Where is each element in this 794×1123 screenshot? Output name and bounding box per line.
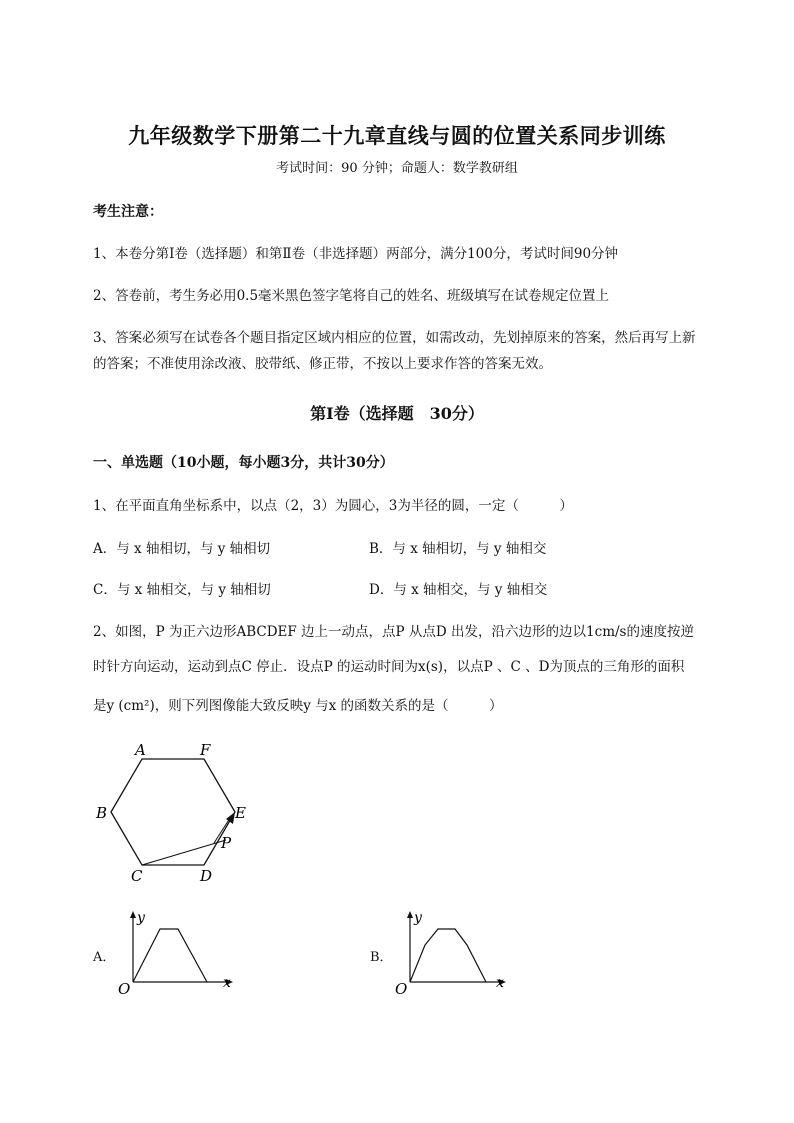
graph-b-x-label: x (496, 975, 504, 991)
graph-b-y-arrow (407, 911, 413, 918)
label-b: B (96, 804, 108, 822)
graph-a-option-label: A． (93, 950, 116, 965)
question-1-option-c: C．与 x 轴相交，与 y 轴相切 (93, 582, 271, 598)
question-1-option-d: D．与 x 轴相交，与 y 轴相交 (369, 582, 548, 598)
question-2-line-2: 时针方向运动，运动到点C 停止．设点P 的运动时间为x(s)，以点P 、C 、D为顶点的三角形的面积 (93, 659, 685, 675)
notice-item-1: 1、本卷分第Ⅰ卷（选择题）和第Ⅱ卷（非选择题）两部分，满分100分，考试时间90分钟 (93, 246, 619, 262)
notice-item-3: 3、答案必须写在试卷各个题目指定区域内相应的位置，如需改动，先划掉原来的答案，然后再写上新 (93, 330, 696, 346)
label-a: A (135, 741, 146, 759)
label-d: D (200, 867, 213, 885)
question-1-option-a: A．与 x 轴相切，与 y 轴相切 (93, 541, 271, 557)
question-1-option-b: B．与 x 轴相切，与 y 轴相交 (369, 541, 547, 557)
exam-info: 考试时间：90 分钟；命题人：数学教研组 (276, 161, 518, 176)
notice-item-3-continued: 的答案；不准使用涂改液、胶带纸、修正带，不按以上要求作答的答案无效。 (93, 356, 552, 372)
notice-heading: 考生注意： (93, 204, 163, 220)
graph-b-curve (410, 929, 486, 982)
graph-a-x-label: x (223, 975, 231, 991)
graph-a-curve (133, 929, 207, 982)
notice-item-2: 2、答卷前，考生务必用0.5毫米黑色签字笔将自己的姓名、班级填写在试卷规定位置上 (93, 288, 610, 304)
page-title: 九年级数学下册第二十九章直线与圆的位置关系同步训练 (128, 123, 666, 148)
question-2-line-3: 是y (cm²)，则下列图像能大致反映y 与x 的函数关系的是（ ） (93, 698, 503, 714)
label-f: F (200, 741, 211, 759)
graph-a-y-label: y (137, 910, 145, 926)
graph-b (390, 908, 520, 998)
graph-b-option-label: B． (370, 950, 393, 965)
graph-a-y-arrow (130, 911, 136, 918)
question-1-stem: 1、在平面直角坐标系中，以点（2，3）为圆心，3为半径的圆，一定（ ） (93, 498, 573, 514)
graph-b-y-label: y (414, 910, 422, 926)
hexagon-figure (90, 735, 260, 895)
question-2-line-1: 2、如图，P 为正六边形ABCDEF 边上一动点，点P 从点D 出发，沿六边形的边以1cm/s的速度按逆 (93, 624, 694, 640)
segment-cp (142, 840, 226, 865)
section-title: 第Ⅰ卷（选择题 30分） (310, 404, 484, 423)
part-title: 一、单选题（10小题，每小题3分，共计30分） (93, 455, 394, 471)
label-p: P (221, 834, 232, 852)
graph-a-origin-label: O (118, 980, 131, 998)
hexagon-outline (111, 759, 235, 865)
graph-a (113, 908, 243, 998)
graph-b-origin-label: O (395, 980, 408, 998)
label-e: E (235, 804, 246, 822)
label-c: C (131, 867, 143, 885)
